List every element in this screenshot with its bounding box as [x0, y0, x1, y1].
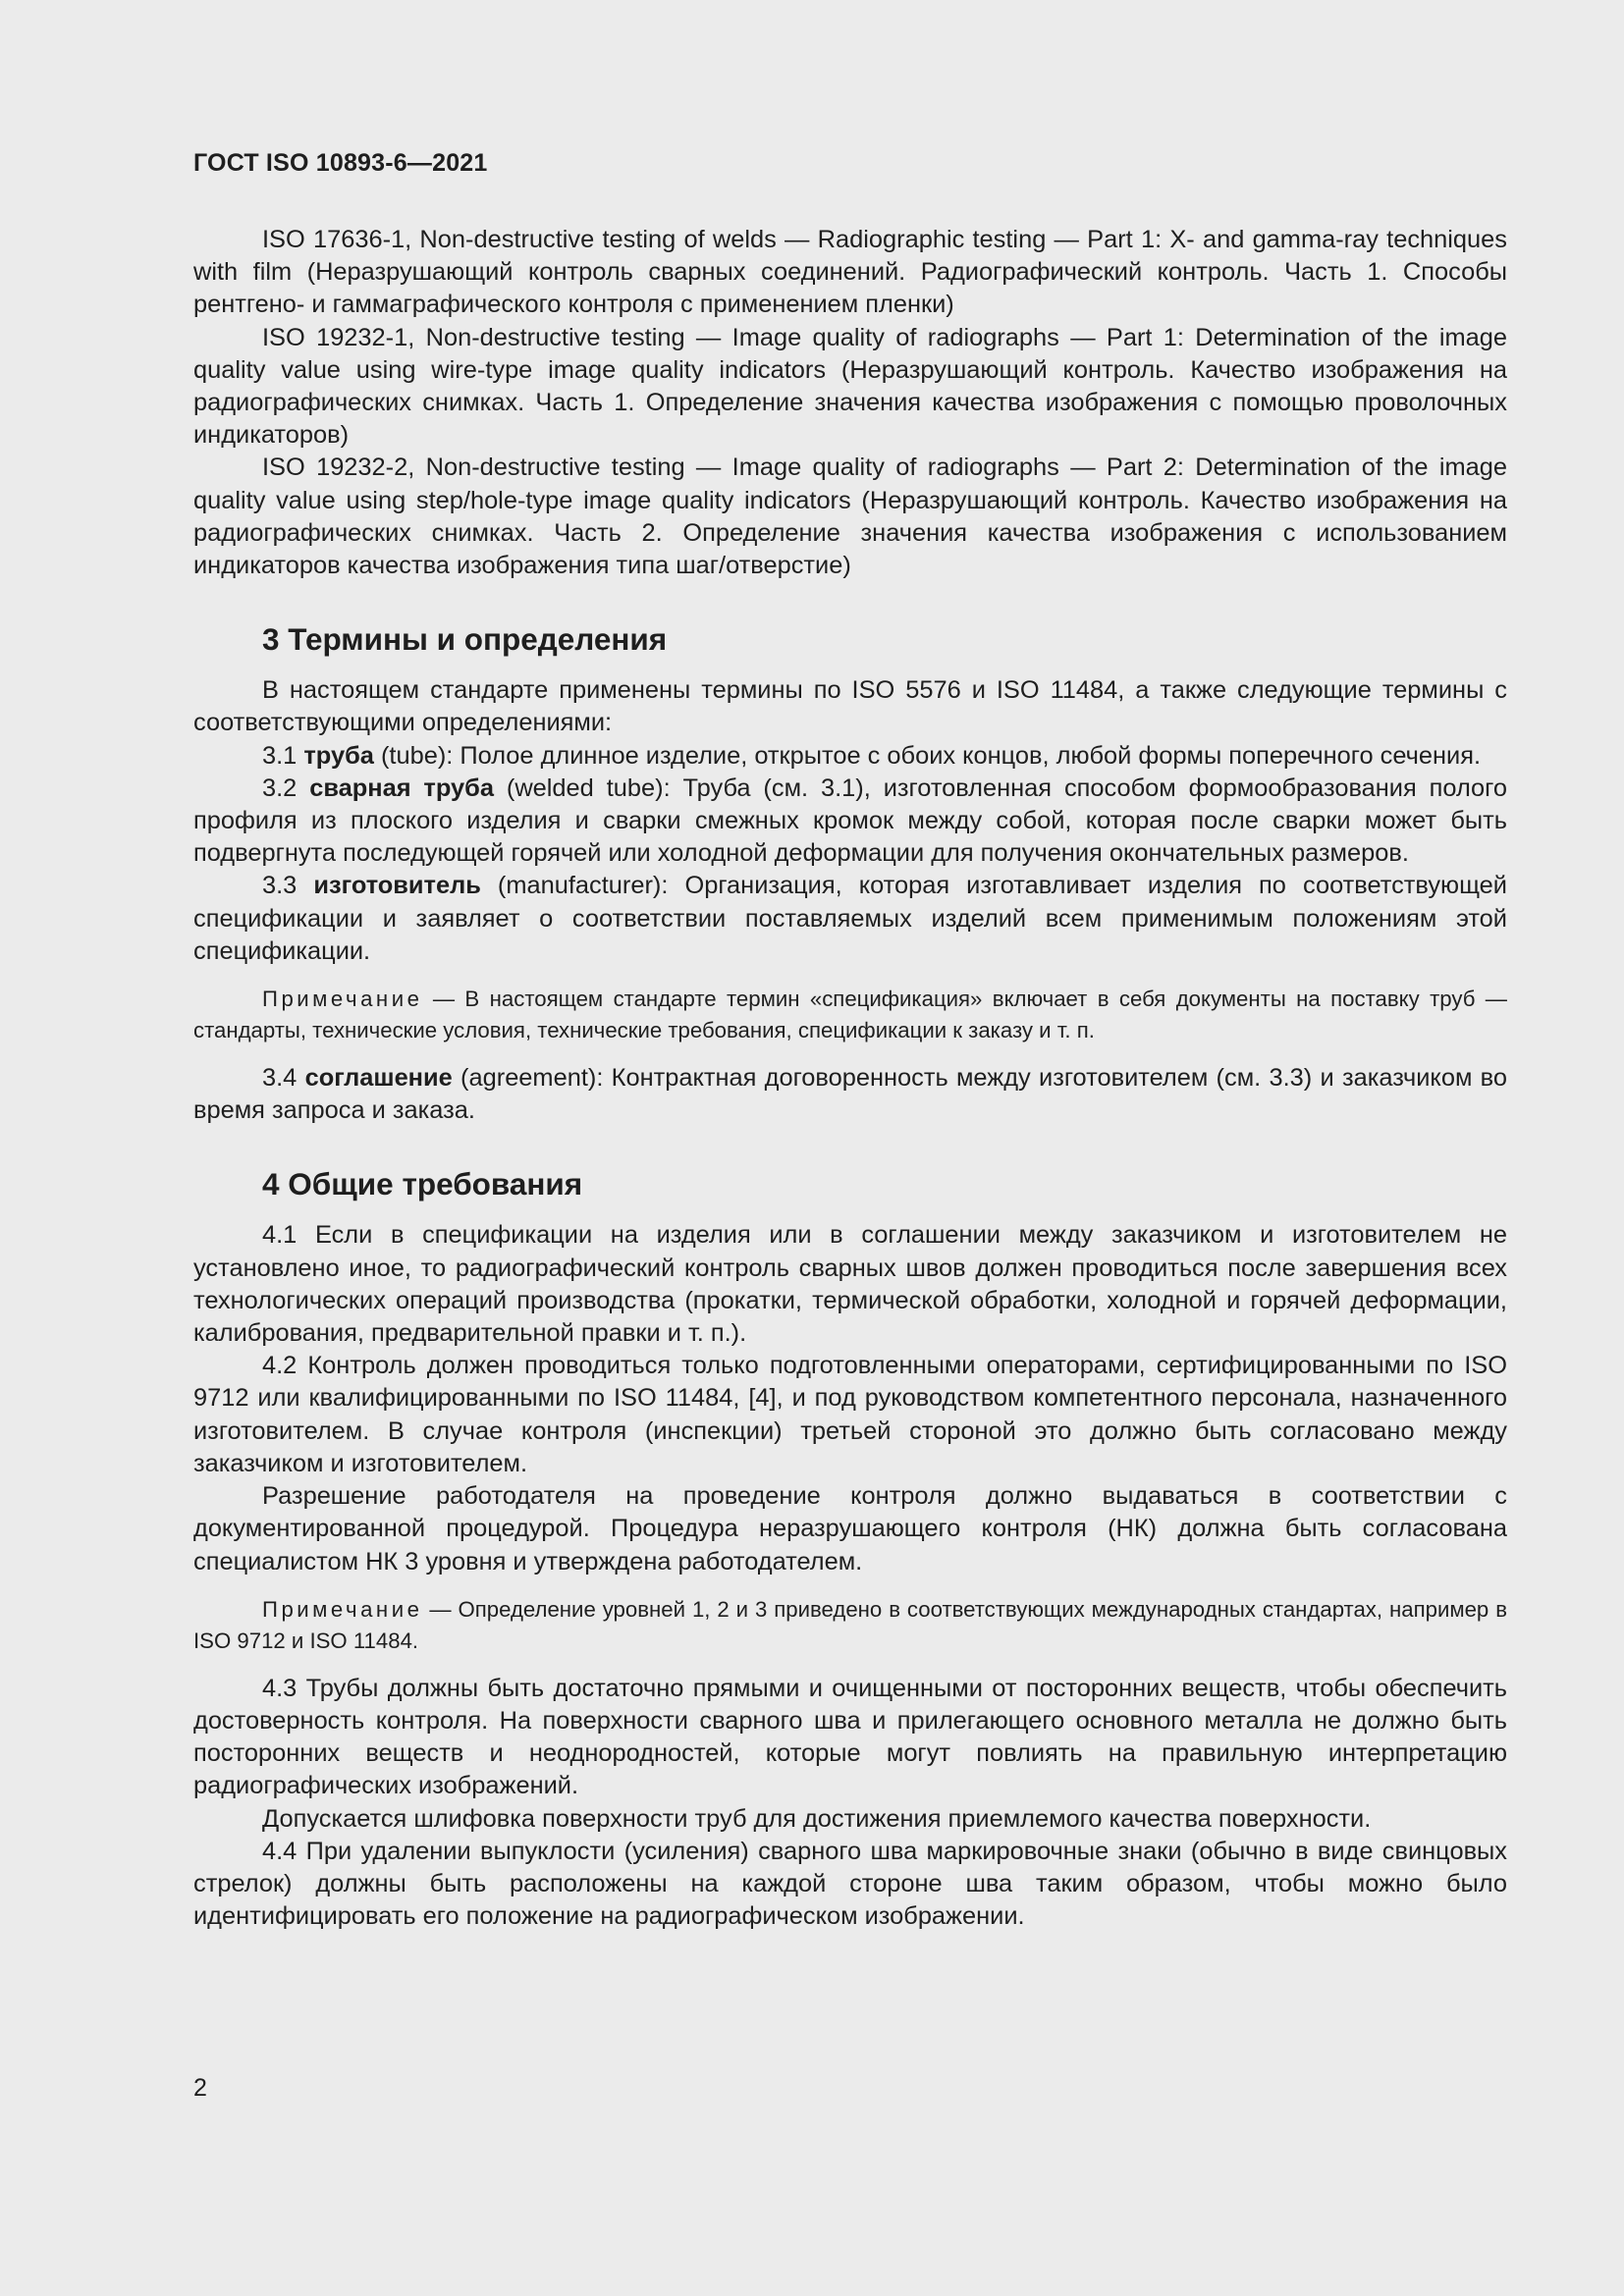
term-definition: (welded tube): Труба (см. 3.1), изготовленная способом формообразования полого профиля из плоского изделия и сварки смежных кромок между собой, которая после сварки может быть подвергнута последующей горячей или холодной деформации для получения окончательных размеров.	[193, 774, 1508, 868]
note-text: — Определение уровней 1, 2 и 3 приведено в соответствующих международных стандартах, например в ISO 9712 и ISO 11484.	[193, 1596, 1507, 1653]
term-3-1	[193, 740, 1507, 773]
section-3-note	[193, 984, 1507, 1046]
page-number: 2	[193, 2074, 207, 2102]
section-3-heading: 3 Термины и определения	[262, 621, 668, 658]
term-3-4	[193, 1062, 1507, 1127]
section-4-note	[193, 1594, 1507, 1657]
clause-4-1: 4.1 Если в спецификации на изделия или в соглашении между заказчиком и изготовителем не установлено иное, то радиографический контроль сварных швов должен проводиться после завершения всех технологических операций производства (прокатки, термической обработки, холодной и горячей деформации, калибрования, предварительной правки и т. п.).	[193, 1221, 1507, 1348]
term-name: сварная труба	[309, 774, 494, 802]
term-3-2	[193, 773, 1507, 871]
term-3-3	[193, 870, 1507, 968]
term-number: 3.4	[262, 1064, 305, 1093]
term-number: 3.2	[262, 774, 310, 802]
document-header: ГОСТ ISO 10893-6—2021	[193, 149, 488, 177]
note-text: — В настоящем стандарте термин «спецификация» включает в себя документы на поставку труб — стандарты, технические условия, технические требования, спецификации к заказу и т. п.	[193, 987, 1507, 1043]
reference-iso-19232-1: ISO 19232-1, Non-destructive testing — Image quality of radiographs — Part 1: Determination of the image quality value using wire-type image quality indicators (Неразрушающий контроль. Качество изображения на радиографических снимках. Часть 1. Определение значения качества изображения с помощью проволочных индикаторов)	[193, 323, 1507, 450]
term-definition: (tube): Полое длинное изделие, открытое с обоих концов, любой формы поперечного сечения.	[373, 741, 1482, 770]
clause-4-2-continued: Разрешение работодателя на проведение контроля должно выдаваться в соответствии с документированной процедурой. Процедура неразрушающего контроля (НК) должна быть согласована специалистом НК 3 уровня и утверждена работодателем.	[193, 1482, 1507, 1575]
note-label: Примечание	[262, 1596, 423, 1622]
term-definition: (manufacturer): Организация, которая изготавливает изделия по соответствующей спецификации и заявляет о соответствии поставляемых изделий всем применимым положениям этой спецификации.	[193, 872, 1507, 965]
document-body	[193, 224, 1507, 1933]
section-3-intro: В настоящем стандарте применены термины по ISO 5576 и ISO 11484, а также следующие термины с соответствующими определениями:	[193, 676, 1507, 737]
term-name: труба	[303, 741, 374, 770]
clause-4-2: 4.2 Контроль должен проводиться только подготовленными операторами, сертифицированными по ISO 9712 или квалифицированными по ISO 11484, [4], и под руководством компетентного персонала, назначенного изготовителем. В случае контроля (инспекции) третьей стороной это должно быть согласовано между заказчиком и изготовителем.	[193, 1352, 1507, 1477]
term-number: 3.3	[262, 872, 314, 900]
section-4-heading: 4 Общие требования	[262, 1166, 583, 1202]
clause-4-4: 4.4 При удалении выпуклости (усиления) сварного шва маркировочные знаки (обычно в виде свинцовых стрелок) должны быть расположены на каждой стороне шва таким образом, чтобы можно было идентифицировать его положение на радиографическом изображении.	[193, 1837, 1507, 1931]
clause-4-3-continued: Допускается шлифовка поверхности труб для достижения приемлемого качества поверхности.	[262, 1804, 1372, 1833]
reference-iso-19232-2: ISO 19232-2, Non-destructive testing — Image quality of radiographs — Part 2: Determination of the image quality value using step/hole-type image quality indicators (Неразрушающий контроль. Качество изображения на радиографических снимках. Часть 2. Определение значения качества изображения с использованием индикаторов качества изображения типа шаг/отверстие)	[193, 454, 1507, 580]
term-name: соглашение	[304, 1064, 453, 1093]
term-number: 3.1	[262, 741, 304, 770]
clause-4-3: 4.3 Трубы должны быть достаточно прямыми и очищенными от посторонних веществ, чтобы обеспечить достоверность контроля. На поверхности сварного шва и прилегающего основного металла не должно быть посторонних веществ и неоднородностей, которые могут повлиять на правильную интерпретацию радиографических изображений.	[193, 1674, 1507, 1800]
reference-iso-17636-1: ISO 17636-1, Non-destructive testing of welds — Radiographic testing — Part 1: X- and gamma-ray techniques with film (Неразрушающий контроль сварных соединений. Радиографический контроль. Часть 1. Способы рентгено- и гаммаграфического контроля с применением пленки)	[193, 226, 1507, 319]
term-definition: (agreement): Контрактная договоренность между изготовителем (см. 3.3) и заказчиком во время запроса и заказа.	[193, 1064, 1507, 1125]
term-name: изготовитель	[313, 872, 481, 900]
note-label: Примечание	[262, 987, 423, 1012]
